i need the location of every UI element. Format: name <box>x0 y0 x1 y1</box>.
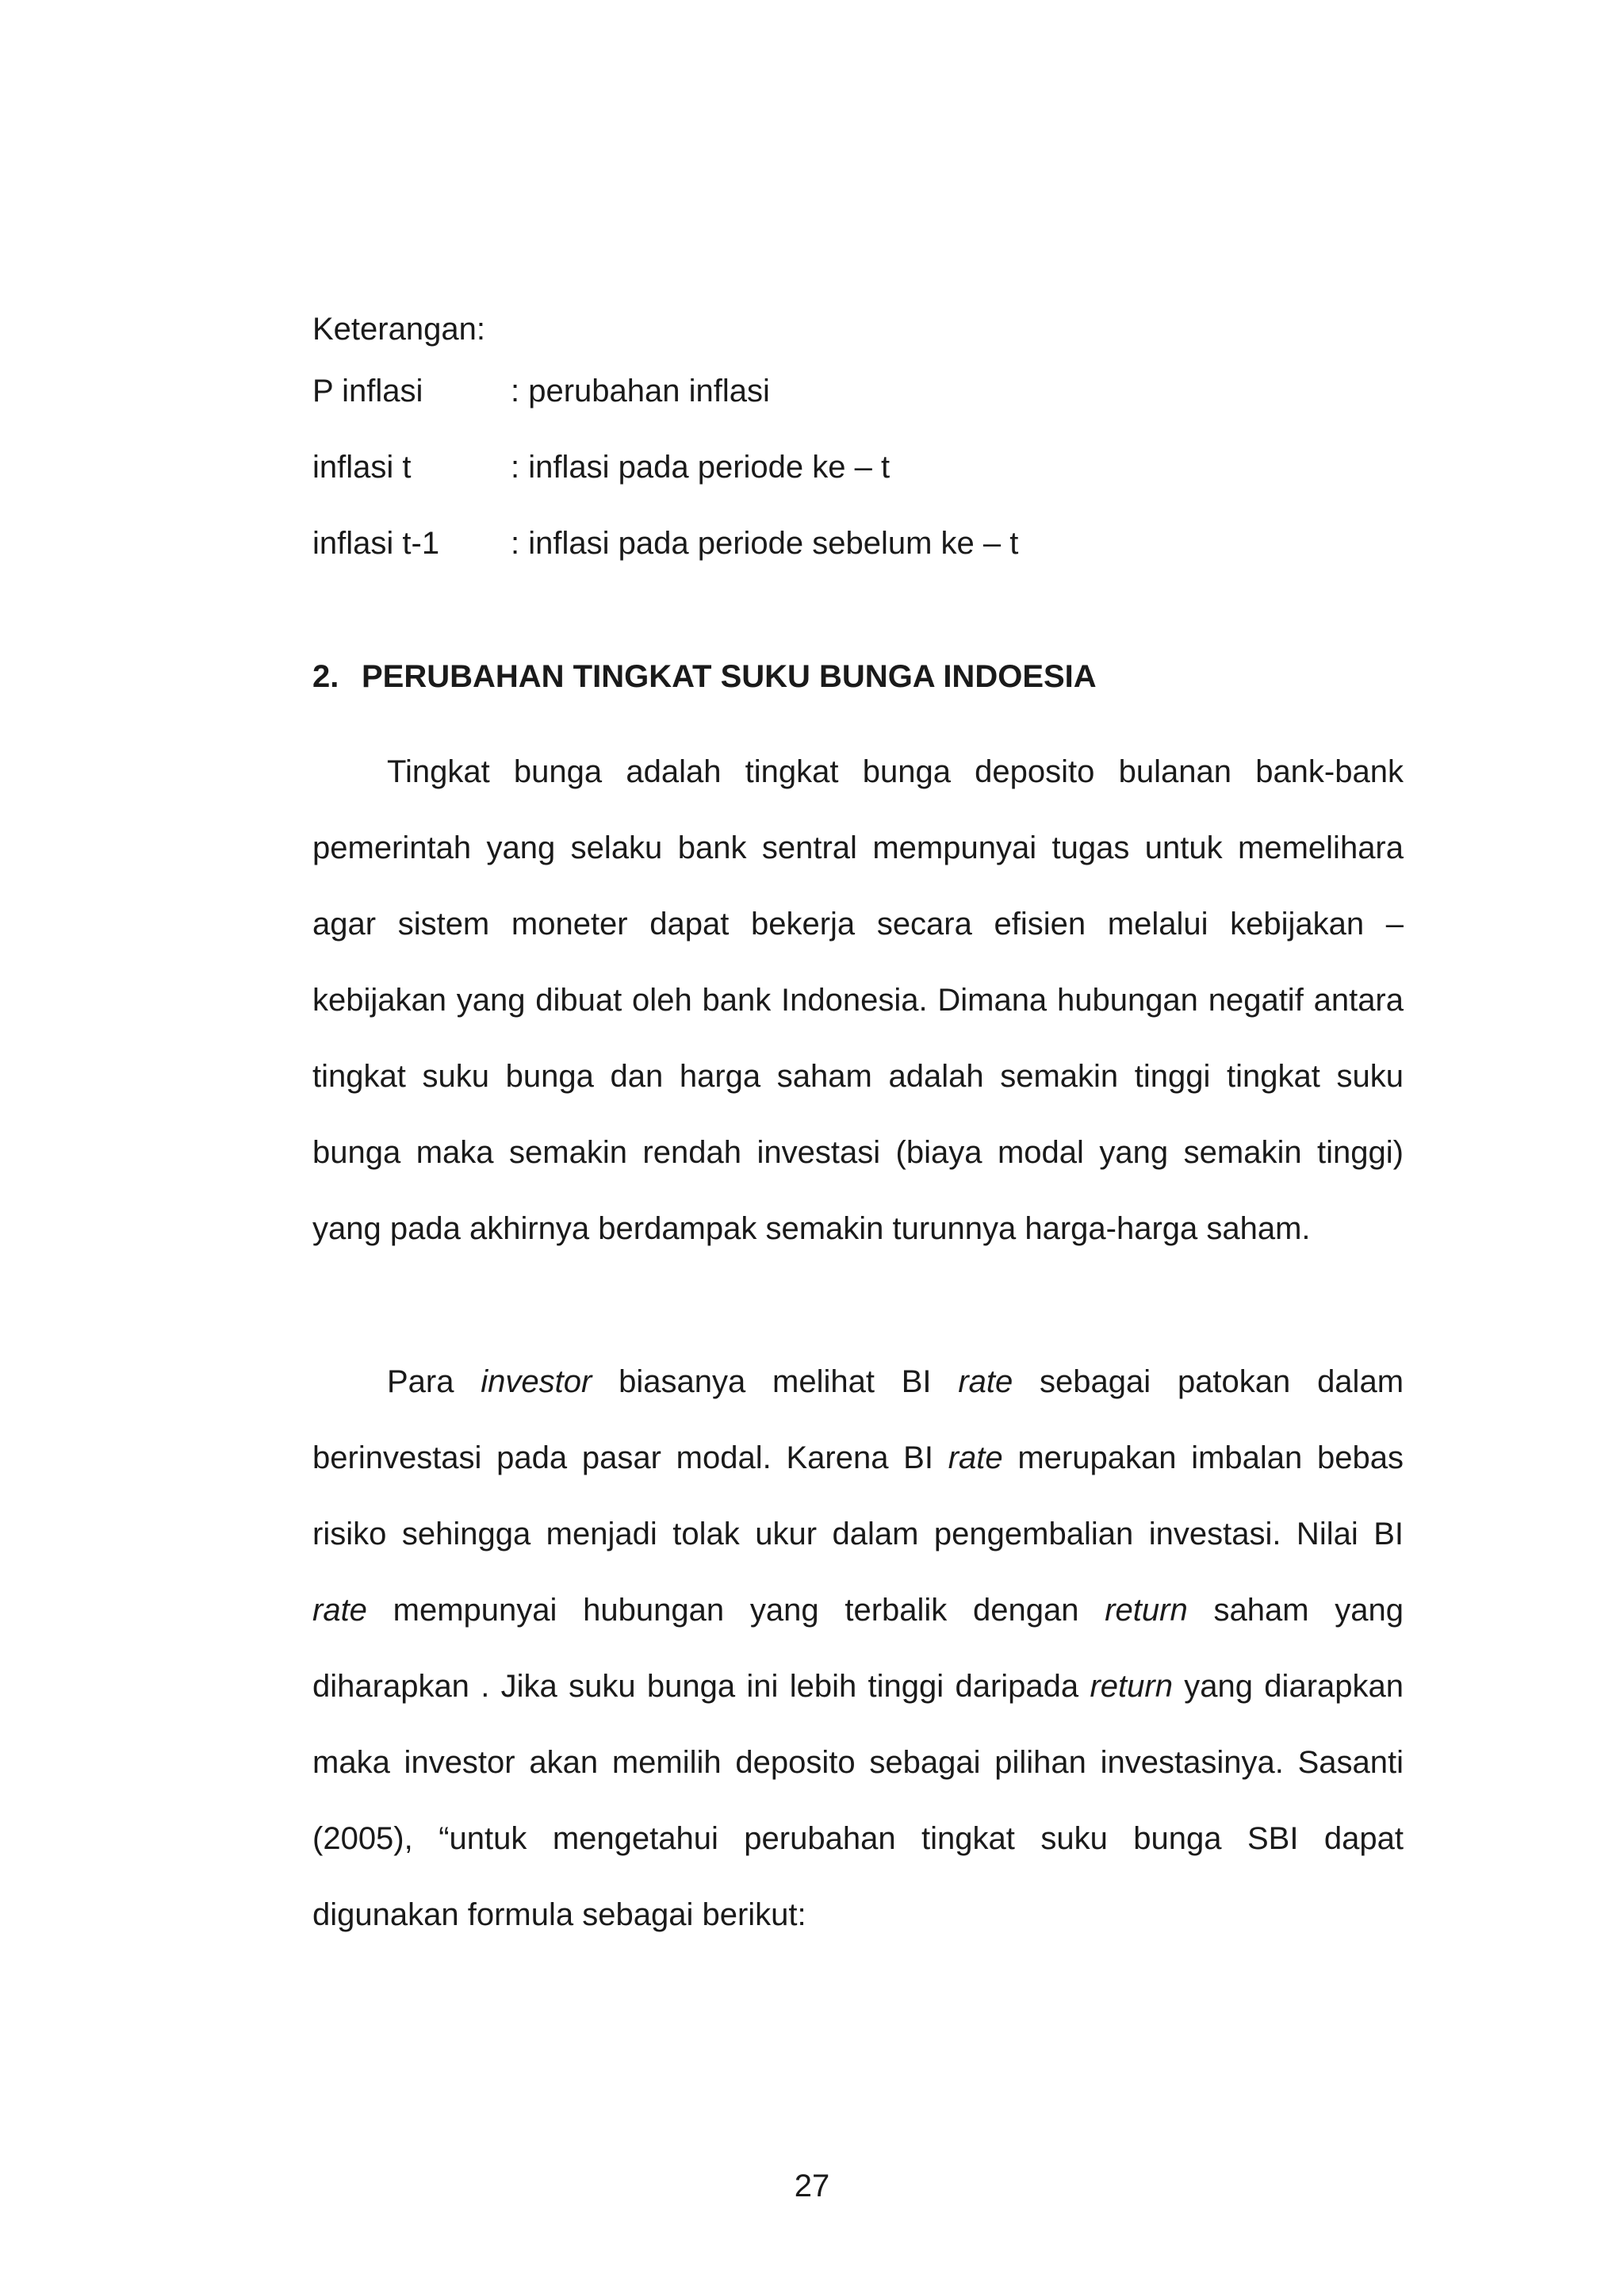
section-heading <box>312 653 1097 700</box>
paragraph-text: merupakan imbalan bebas risiko sehingga menjadi tolak ukur dalam pengembalian investasi. Nilai BI <box>312 1440 1404 1551</box>
italic-term: return <box>1105 1593 1188 1628</box>
definition-desc: : inflasi pada periode ke – t <box>511 450 891 485</box>
definition-term: inflasi t-1 <box>312 526 440 561</box>
paragraph-bi-rate <box>312 1344 1404 1953</box>
definition-row <box>312 353 1404 429</box>
italic-term: investor <box>481 1364 592 1399</box>
section-number: 2. <box>312 659 339 694</box>
definition-desc: : inflasi pada periode sebelum ke – t <box>511 526 1019 561</box>
paragraph-text: Para <box>387 1364 481 1399</box>
definition-row <box>312 429 1404 505</box>
paragraph-text: yang diarapkan maka investor akan memilih deposito sebagai pilihan investasinya. Sasanti (2005), “untuk mengetahui perubahan tingkat suku bunga SBI dapat digunakan formula sebagai berikut: <box>312 1669 1404 1932</box>
paragraph-text: saham yang diharapkan . Jika suku bunga ini lebih tinggi daripada <box>312 1593 1404 1704</box>
page-body <box>312 305 1404 1932</box>
definition-row <box>312 505 1404 581</box>
italic-term: rate <box>312 1593 367 1628</box>
definition-term: inflasi t <box>312 450 412 485</box>
italic-term: return <box>1090 1669 1173 1704</box>
paragraph-text: biasanya melihat BI <box>592 1364 959 1399</box>
paragraph-text: mempunyai hubungan yang terbalik dengan <box>366 1593 1105 1628</box>
paragraph-interest-rate: Tingkat bunga adalah tingkat bunga deposito bulanan bank-bank pemerintah yang selaku bank sentral mempunyai tugas untuk memelihara agar sistem moneter dapat bekerja secara efisien melalui kebijakan – kebijakan yang dibuat oleh bank Indonesia. Dimana hubungan negatif antara tingkat suku bunga dan harga saham adalah semakin tinggi tingkat suku bunga maka semakin rendah investasi (biaya modal yang semakin tinggi) yang pada akhirnya berdampak semakin turunnya harga-harga saham. <box>312 754 1404 1246</box>
definition-list <box>312 353 1404 581</box>
italic-term: rate <box>958 1364 1013 1399</box>
definition-desc: : perubahan inflasi <box>511 374 770 408</box>
definition-term: P inflasi <box>312 374 423 408</box>
section-title: PERUBAHAN TINGKAT SUKU BUNGA INDOESIA <box>362 659 1097 694</box>
paragraph-text: sebagai patokan dalam berinvestasi pada pasar modal. Karena BI <box>312 1364 1404 1475</box>
keterangan-label: Keterangan: <box>312 312 485 347</box>
page-number: 27 <box>794 2169 830 2203</box>
italic-term: rate <box>948 1440 1003 1475</box>
